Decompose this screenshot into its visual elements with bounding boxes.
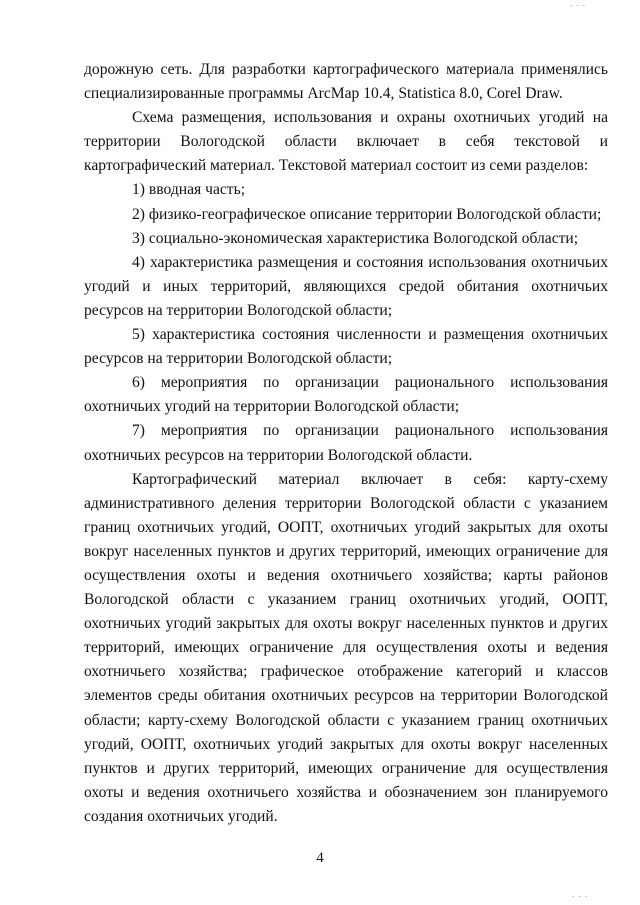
list-item-section-5: 5) характеристика состояния численности и размещения охотничьих ресурсов на территории Вологодской области; [84,326,608,368]
paragraph-scheme-intro: Схема размещения, использования и охраны охотничьих угодий на территории Вологодской области включает в себя текстовой и картографический материал. Текстовой материал состоит из семи разделов: [84,109,608,175]
scan-mark-top: · · · [570,2,587,10]
list-item-section-7: 7) мероприятия по организации рационального использования охотничьих ресурсов на территории Вологодской области. [84,422,608,464]
paragraph-cartographic-material: Картографический материал включает в себя: карту-схему административного деления территории Вологодской области с указанием границ охотничьих угодий, ООПТ, охотничьих угодий закрытых для охоты вокруг населенных пунктов и других территорий, имеющих ограничение для осуществления охоты и ведения охотничьего хозяйства; карты районов Вологодской области с указанием границ охотничьих угодий, ООПТ, охотничьих угодий закрытых для охоты вокруг населенных пунктов и других территорий, имеющих ограничение для осуществления охоты и ведения охотничьего хозяйства; графическое отображение категорий и классов элементов среды обитания охотничьих ресурсов на территории Вологодской области; карту-схему Вологодской области с указанием границ охотничьих угодий, ООПТ, охотничьих угодий закрытых для охоты вокруг населенных пунктов и других территорий, имеющих ограничение для осуществления охоты и ведения охотничьего хозяйства и обозначением зон планируемого создания охотничьих угодий. [84,470,608,825]
paragraph-continuation: дорожную сеть. Для разработки картографического материала применялись специализированные программы ArcMap 10.4, Statistica 8.0, Corel Draw. [84,61,608,103]
page-number: 4 [316,850,324,866]
list-item-section-2: 2) физико-географическое описание территории Вологодской области; [132,205,602,223]
list-item-section-1: 1) вводная часть; [132,181,246,199]
scan-mark-bottom: · · · [572,893,589,901]
list-item-section-6: 6) мероприятия по организации рационального использования охотничьих угодий на территории Вологодской области; [84,374,608,416]
list-item-section-4: 4) характеристика размещения и состояния использования охотничьих угодий и иных территорий, являющихся средой обитания охотничьих ресурсов на территории Вологодской области; [84,253,608,319]
list-item-section-3: 3) социально-экономическая характеристика Вологодской области; [132,229,579,247]
document-body [84,58,608,829]
